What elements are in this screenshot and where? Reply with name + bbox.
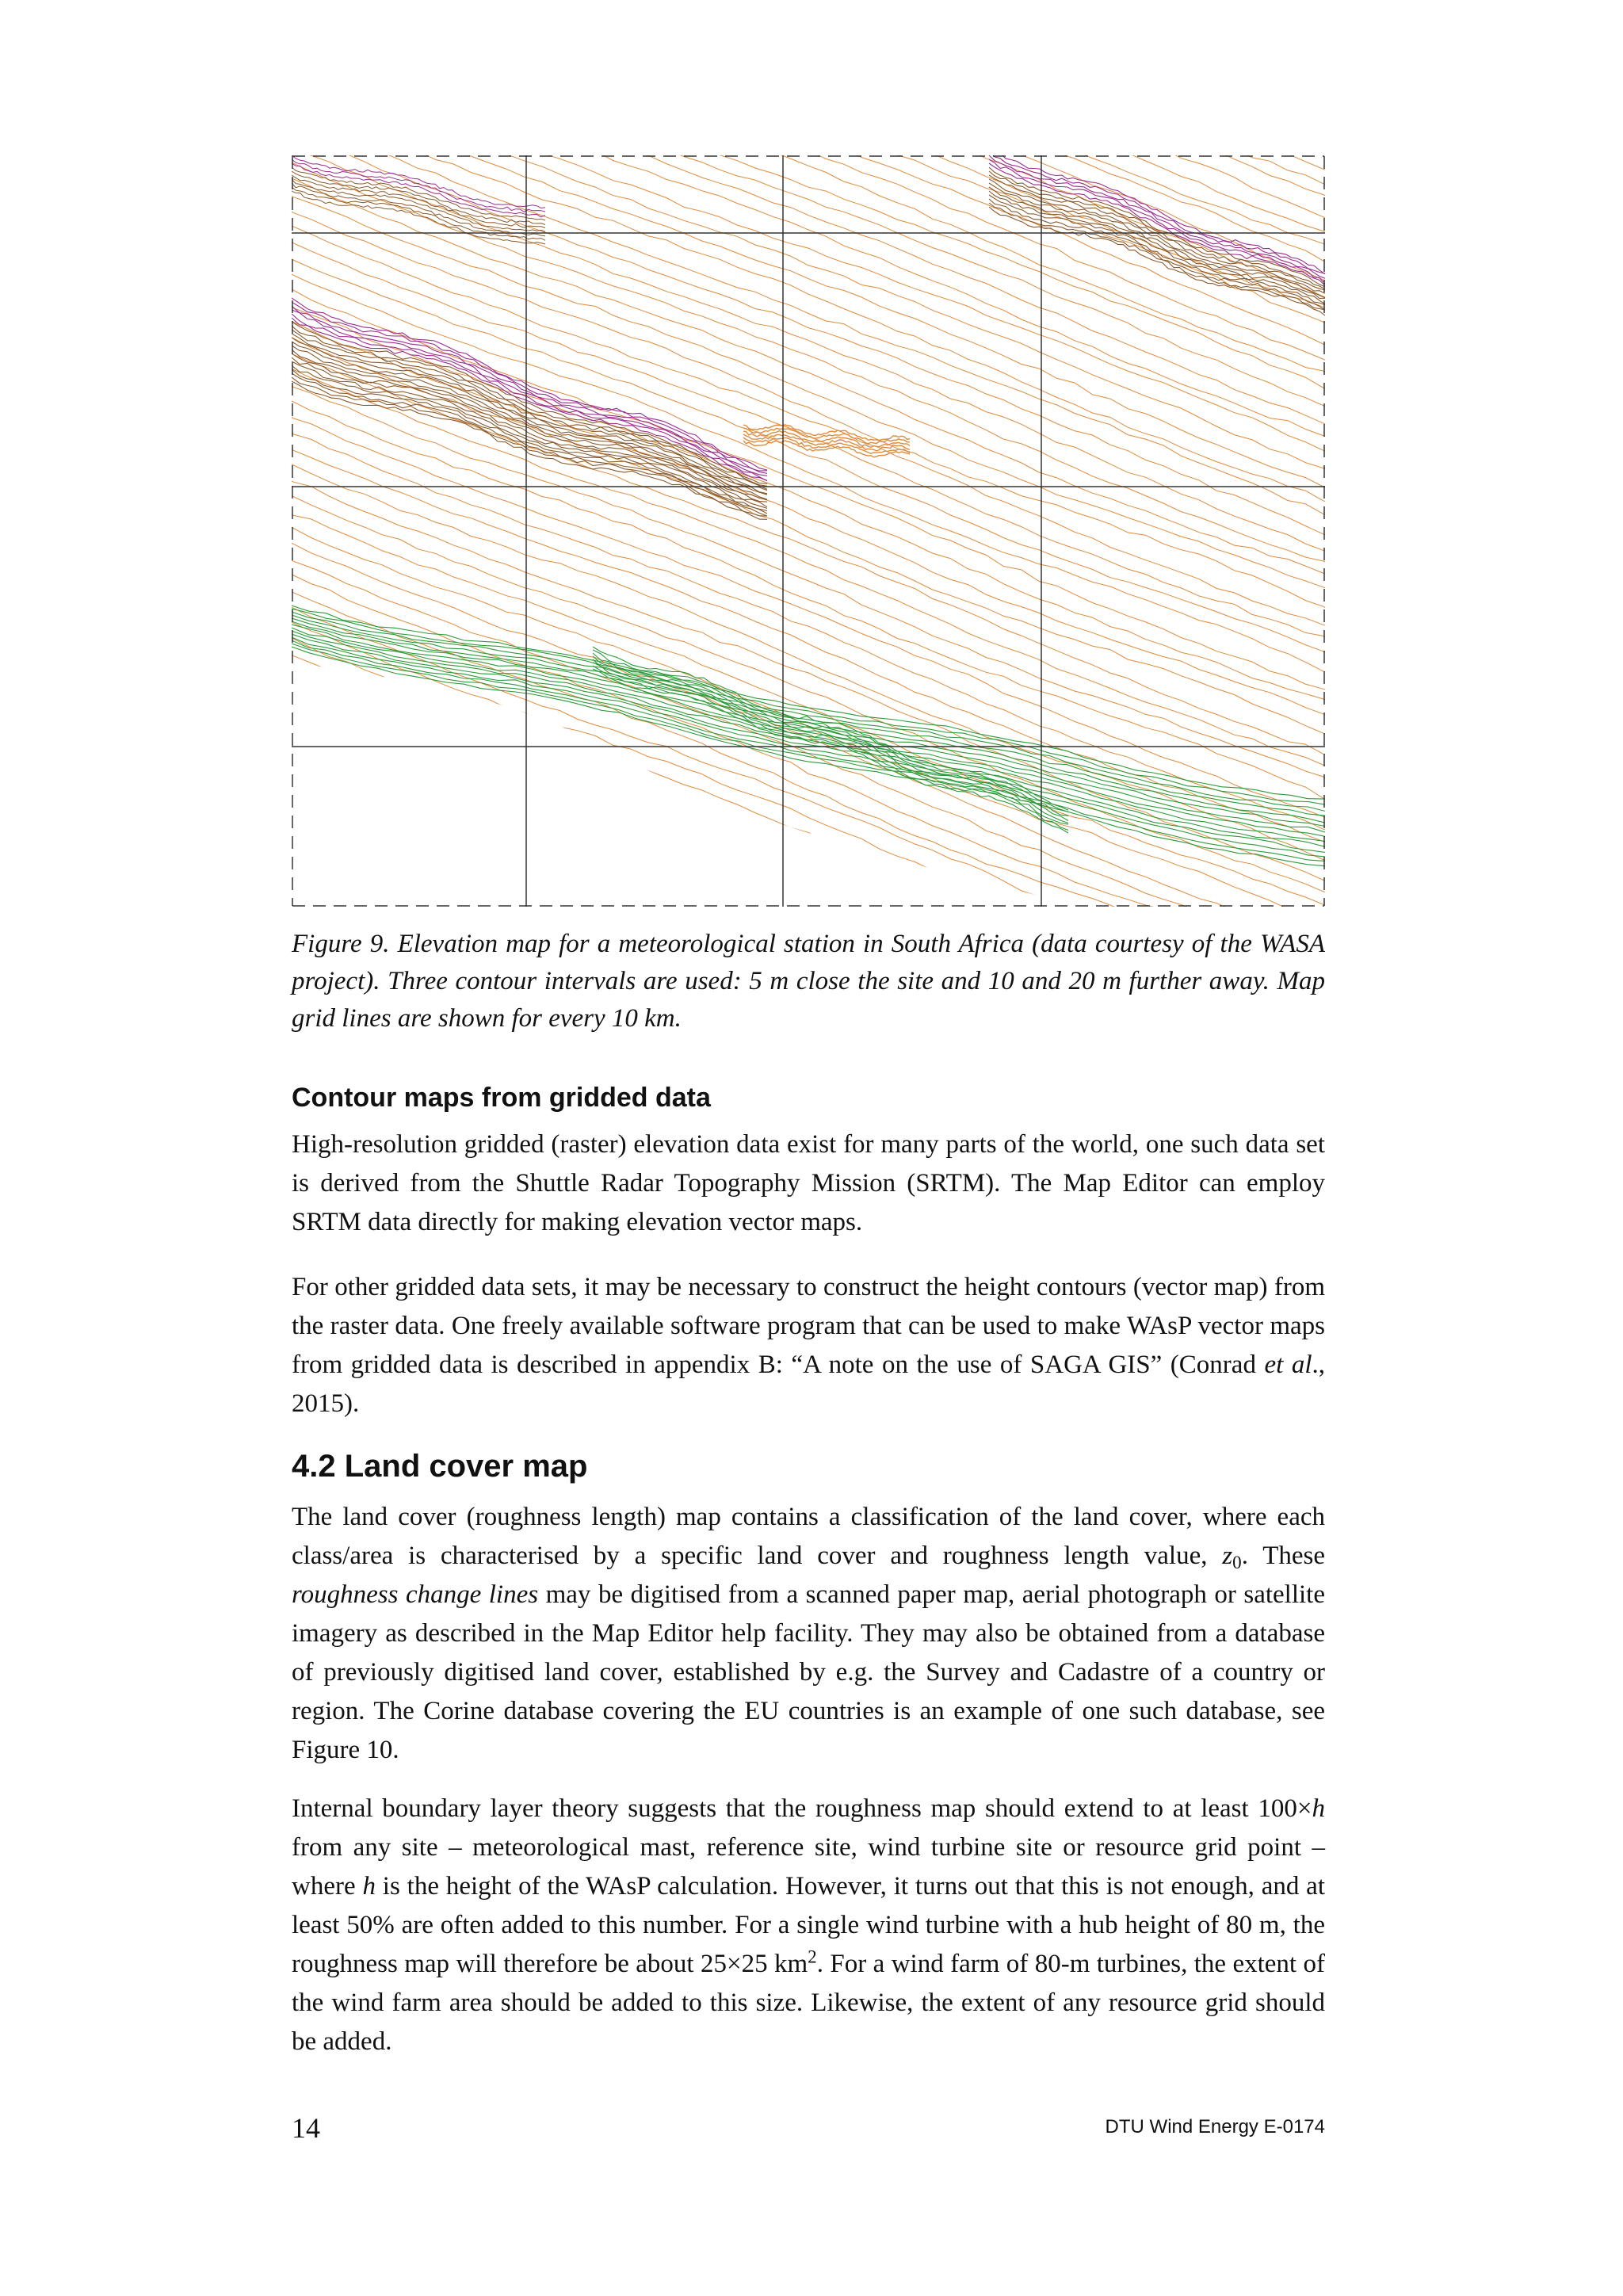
paragraph-saga-gis: For other gridded data sets, it may be necessary to construct the height contours (vector map) from the raster data. One freely available software program that can be used to make WAsP vector maps from gridded data is described in appendix B: “A note on the use of SAGA GIS” (Conrad et al., 2015). [292, 1273, 1326, 1418]
figure-caption: Figure 9. Elevation map for a meteorological station in South Africa (data courtesy of the WASA project). Three contour intervals are used: 5 m close the site and 10 and 20 m further away. Map grid lines are shown for every 10 km. [292, 930, 1325, 1033]
section-heading-contour-maps: Contour maps from gridded data [292, 1083, 711, 1113]
report-id: DTU Wind Energy E-0174 [1105, 2116, 1325, 2137]
section-heading-land-cover: 4.2 Land cover map [292, 1449, 588, 1484]
paragraph-srtm: High-resolution gridded (raster) elevation data exist for many parts of the world, one such data set is derived from the Shuttle Radar Topography Mission (SRTM). The Map Editor can employ SRTM data directly for making elevation vector maps. [292, 1130, 1325, 1236]
elevation-contour-map [292, 155, 1325, 907]
paragraph-boundary-layer: Internal boundary layer theory suggests that the roughness map should extend to at least 100×h from any site – meteorological mast, reference site, wind turbine site or resource grid point – where h is the height of the WAsP calculation. However, it turns out that this is not enough, and at least 50% are often added to this number. For a single wind turbine with a hub height of 80 m, the roughness map will therefore be about 25×25 $km^2$. For a wind farm of 80-m turbines, the extent of the wind farm area should be added to this size. Likewise, the extent of any resource grid should be added. [292, 1794, 1326, 2056]
page-number: 14 [292, 2112, 320, 2144]
paragraph-land-cover: The land cover (roughness length) map contains a classification of the land cover, where each class/area is characterised by a specific land cover and roughness length value, $z_0$. These roughness change lines may be digitised from a scanned paper map, aerial photograph or satellite imagery as described in the Map Editor help facility. They may also be obtained from a database of previously digitised land cover, established by e.g. the Survey and Cadastre of a country or region. The Corine database covering the EU countries is an example of one such database, see Figure 10. [292, 1503, 1325, 1764]
